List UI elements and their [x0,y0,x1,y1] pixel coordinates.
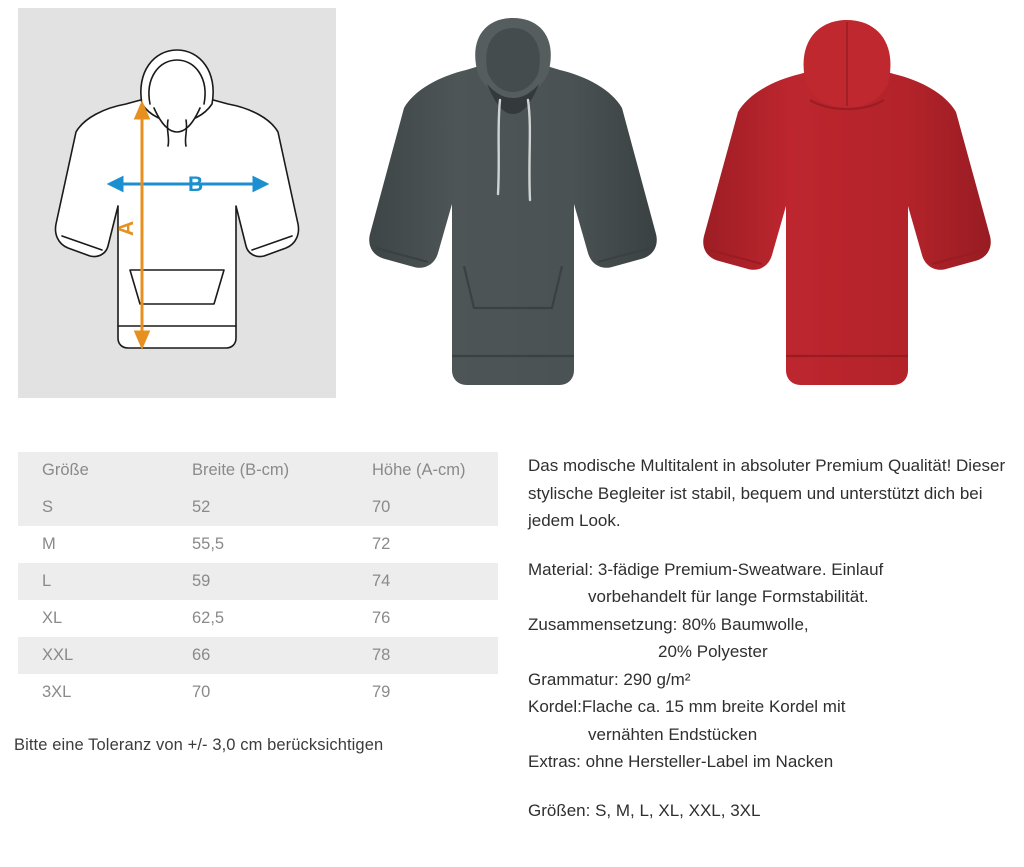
material-line-1: Material: 3-fädige Premium-Sweatware. Einlauf [528,559,884,579]
cell-size: L [18,563,168,600]
cell-width: 66 [168,637,348,674]
description-intro: Das modische Multitalent in absoluter Premium Qualität! Dieser stylische Begleiter ist stabil, bequem und unterstützt dich bei jedem Look. [528,456,1006,531]
table-row [18,526,498,563]
cord-line-1: Kordel:Flache ca. 15 mm breite Kordel mit [528,697,846,717]
spacer [528,535,1008,556]
cell-size: XXL [18,637,168,674]
weight-line: Grammatur: 290 g/m² [528,669,691,689]
cell-height: 74 [348,563,498,600]
column-header-size: Größe [18,452,168,489]
table-row [18,674,498,711]
table-row [18,600,498,637]
material-line-2: vorbehandelt für lange Formstabilität. [588,587,869,607]
tolerance-note: Bitte eine Toleranz von +/- 3,0 cm berücksichtigen [14,736,384,754]
diagram-width-label: B [188,173,204,196]
cell-width: 70 [192,683,211,701]
table-row [18,637,498,674]
column-header-width: Breite (B-cm) [168,452,348,489]
cord-line-2: vernähten Endstücken [588,724,758,744]
column-header-height: Höhe (A-cm) [348,452,498,489]
cell-width: 55,5 [192,535,225,553]
table-row [18,563,498,600]
diagram-height-label: A [115,220,138,236]
cell-size: S [18,489,168,526]
size-table [18,452,498,711]
hoodie-back-photo [682,8,1012,398]
sizes-line: Größen: S, M, L, XL, XXL, 3XL [528,800,761,820]
cell-height: 70 [348,489,498,526]
hoodie-measurement-diagram [18,8,336,398]
cell-height: 72 [372,535,391,553]
composition-line-1: Zusammensetzung: 80% Baumwolle, [528,614,809,634]
table-header-row [18,452,498,489]
cell-size: 3XL [42,683,72,701]
hoodie-front-photo [348,8,678,398]
cell-height: 76 [372,609,391,627]
cell-size: XL [42,609,63,627]
cell-width: 62,5 [192,609,225,627]
product-description [528,452,1008,824]
cell-width: 52 [168,489,348,526]
cell-size: M [42,535,56,553]
table-row [18,489,498,526]
cell-height: 79 [372,683,391,701]
product-images-row [0,0,1024,405]
extras-line: Extras: ohne Hersteller-Label im Nacken [528,752,834,772]
composition-line-2: 20% Polyester [658,642,768,662]
cell-width: 59 [168,563,348,600]
spacer [528,776,1008,797]
cell-height: 78 [348,637,498,674]
